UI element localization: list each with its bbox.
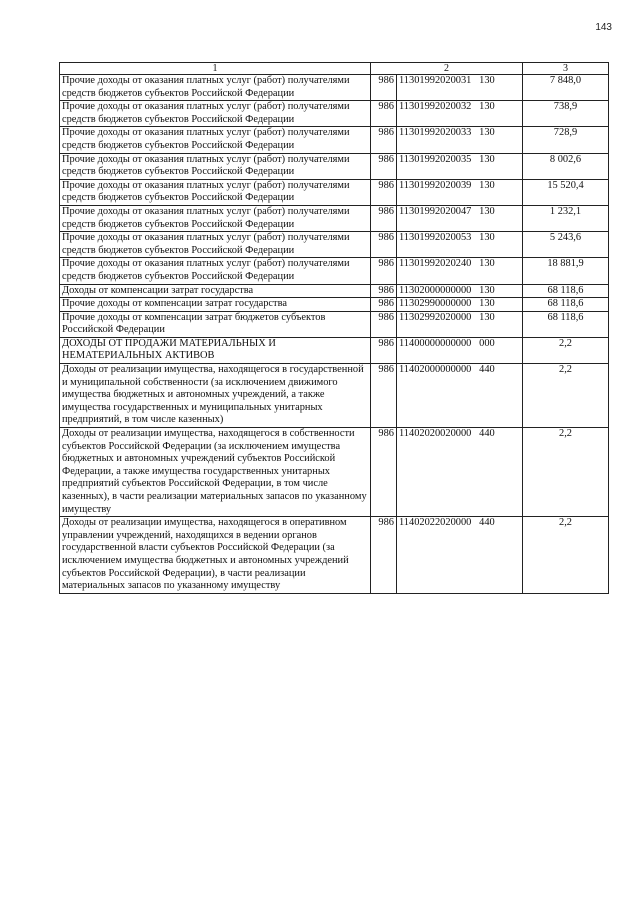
table-row	[60, 179, 609, 205]
budget-code-cell	[397, 517, 523, 594]
amount-cell: 2,2	[523, 517, 609, 594]
table-row	[60, 517, 609, 594]
kosgu-code: 130	[479, 75, 495, 86]
kosgu-code: 440	[479, 364, 495, 376]
table-row	[60, 205, 609, 231]
budget-classification-code: 11301992020240	[399, 258, 472, 270]
income-name-cell: Прочие доходы от оказания платных услуг (работ) получателями средств бюджетов субъектов Российской Федерации	[60, 179, 371, 205]
table-row	[60, 364, 609, 428]
amount-cell: 8 002,6	[523, 153, 609, 179]
kosgu-code: 130	[479, 311, 495, 323]
budget-code-cell	[397, 101, 523, 127]
table-row	[60, 258, 609, 284]
budget-code-cell	[397, 284, 523, 298]
budget-classification-code: 11301992020035	[399, 153, 472, 165]
admin-code-cell: 986	[371, 428, 397, 517]
budget-classification-code: 11402022020000	[399, 517, 472, 529]
budget-classification-code: 11400000000000	[399, 337, 472, 349]
table-row	[60, 337, 609, 363]
income-name-cell: Прочие доходы от оказания платных услуг (работ) получателями средств бюджетов субъектов Российской Федерации	[60, 153, 371, 179]
admin-code-cell: 986	[371, 75, 397, 101]
column-header-2: 2	[371, 63, 523, 75]
amount-cell: 15 520,4	[523, 179, 609, 205]
amount-cell: 2,2	[523, 337, 609, 363]
income-name-cell: ДОХОДЫ ОТ ПРОДАЖИ МАТЕРИАЛЬНЫХ И НЕМАТЕРИАЛЬНЫХ АКТИВОВ	[60, 337, 371, 363]
income-name-cell: Доходы от компенсации затрат государства	[60, 284, 371, 298]
kosgu-code: 440	[479, 428, 495, 440]
amount-cell: 18 881,9	[523, 258, 609, 284]
budget-classification-code: 11301992020032	[399, 101, 472, 113]
admin-code-cell: 986	[371, 101, 397, 127]
page-number: 143	[595, 22, 612, 33]
table-row	[60, 311, 609, 337]
budget-code-cell	[397, 75, 523, 101]
admin-code-cell: 986	[371, 298, 397, 312]
budget-classification-code: 11301992020053	[399, 232, 472, 244]
kosgu-code: 130	[479, 127, 495, 139]
admin-code-cell: 986	[371, 153, 397, 179]
table-row	[60, 298, 609, 312]
amount-cell: 7 848,0	[523, 75, 609, 101]
budget-classification-code: 11301992020047	[399, 205, 472, 217]
amount-cell: 728,9	[523, 127, 609, 153]
budget-code-cell	[397, 337, 523, 363]
revenue-table	[59, 62, 609, 594]
budget-classification-code: 11301992020033	[399, 127, 472, 139]
budget-classification-code: 11301992020031	[399, 75, 472, 86]
budget-code-cell	[397, 298, 523, 312]
table-row	[60, 284, 609, 298]
admin-code-cell: 986	[371, 232, 397, 258]
budget-code-cell	[397, 179, 523, 205]
kosgu-code: 130	[479, 258, 495, 270]
admin-code-cell: 986	[371, 311, 397, 337]
table-row	[60, 153, 609, 179]
admin-code-cell: 986	[371, 205, 397, 231]
kosgu-code: 130	[479, 232, 495, 244]
budget-classification-code: 11402020020000	[399, 428, 472, 440]
income-name-cell: Прочие доходы от компенсации затрат государства	[60, 298, 371, 312]
budget-classification-code: 11302990000000	[399, 298, 472, 310]
kosgu-code: 130	[479, 153, 495, 165]
income-name-cell: Прочие доходы от компенсации затрат бюджетов субъектов Российской Федерации	[60, 311, 371, 337]
table-row	[60, 75, 609, 101]
kosgu-code: 130	[479, 101, 495, 113]
income-name-cell: Прочие доходы от оказания платных услуг (работ) получателями средств бюджетов субъектов Российской Федерации	[60, 258, 371, 284]
table-body	[60, 75, 609, 594]
admin-code-cell: 986	[371, 127, 397, 153]
budget-classification-code: 11302000000000	[399, 284, 472, 296]
amount-cell: 1 232,1	[523, 205, 609, 231]
column-header-3: 3	[523, 63, 609, 75]
budget-classification-code: 11402000000000	[399, 364, 472, 376]
admin-code-cell: 986	[371, 258, 397, 284]
admin-code-cell: 986	[371, 179, 397, 205]
amount-cell: 738,9	[523, 101, 609, 127]
kosgu-code: 130	[479, 205, 495, 217]
income-name-cell: Прочие доходы от оказания платных услуг (работ) получателями средств бюджетов субъектов Российской Федерации	[60, 75, 371, 101]
budget-code-cell	[397, 258, 523, 284]
budget-code-cell	[397, 428, 523, 517]
amount-cell: 5 243,6	[523, 232, 609, 258]
column-header-1: 1	[60, 63, 371, 75]
income-name-cell: Доходы от реализации имущества, находящегося в государственной и муниципальной собственности (за исключением движимого имущества бюджетных и автономных учреждений, а также имущества государственных и муниципальных унитарных предприятий, в том числе казенных)	[60, 364, 371, 428]
table-row	[60, 127, 609, 153]
amount-cell: 2,2	[523, 428, 609, 517]
kosgu-code: 130	[479, 179, 495, 191]
income-name-cell: Прочие доходы от оказания платных услуг (работ) получателями средств бюджетов субъектов Российской Федерации	[60, 232, 371, 258]
budget-classification-code: 11302992020000	[399, 311, 472, 323]
kosgu-code: 130	[479, 298, 495, 310]
income-name-cell: Прочие доходы от оказания платных услуг (работ) получателями средств бюджетов субъектов Российской Федерации	[60, 127, 371, 153]
amount-cell: 68 118,6	[523, 284, 609, 298]
amount-cell: 68 118,6	[523, 311, 609, 337]
table-header-row	[60, 63, 609, 75]
budget-code-cell	[397, 153, 523, 179]
kosgu-code: 000	[479, 337, 495, 349]
kosgu-code: 440	[479, 517, 495, 529]
income-name-cell: Прочие доходы от оказания платных услуг (работ) получателями средств бюджетов субъектов Российской Федерации	[60, 101, 371, 127]
admin-code-cell: 986	[371, 517, 397, 594]
budget-code-cell	[397, 311, 523, 337]
table-row	[60, 101, 609, 127]
budget-code-cell	[397, 205, 523, 231]
admin-code-cell: 986	[371, 364, 397, 428]
income-name-cell: Доходы от реализации имущества, находящегося в оперативном управлении учреждений, находящихся в ведении органов государственной власти субъектов Российской Федерации (за исключением имущества бюджетных и автономных учреждений субъектов Российской Федерации), в части реализации материальных запасов по указанному имуществу	[60, 517, 371, 594]
table-row	[60, 232, 609, 258]
income-name-cell: Доходы от реализации имущества, находящегося в собственности субъектов Российской Федерации (за исключением имущества бюджетных и автономных учреждений субъектов Российской Федерации, а также имущества государственных унитарных предприятий субъектов Российской Федерации, в том числе казенных), в части реализации материальных запасов по указанному имуществу	[60, 428, 371, 517]
admin-code-cell: 986	[371, 284, 397, 298]
kosgu-code: 130	[479, 284, 495, 296]
amount-cell: 2,2	[523, 364, 609, 428]
budget-classification-code: 11301992020039	[399, 179, 472, 191]
amount-cell: 68 118,6	[523, 298, 609, 312]
budget-code-cell	[397, 232, 523, 258]
table-row	[60, 428, 609, 517]
admin-code-cell: 986	[371, 337, 397, 363]
income-name-cell: Прочие доходы от оказания платных услуг (работ) получателями средств бюджетов субъектов Российской Федерации	[60, 205, 371, 231]
budget-code-cell	[397, 127, 523, 153]
budget-code-cell	[397, 364, 523, 428]
